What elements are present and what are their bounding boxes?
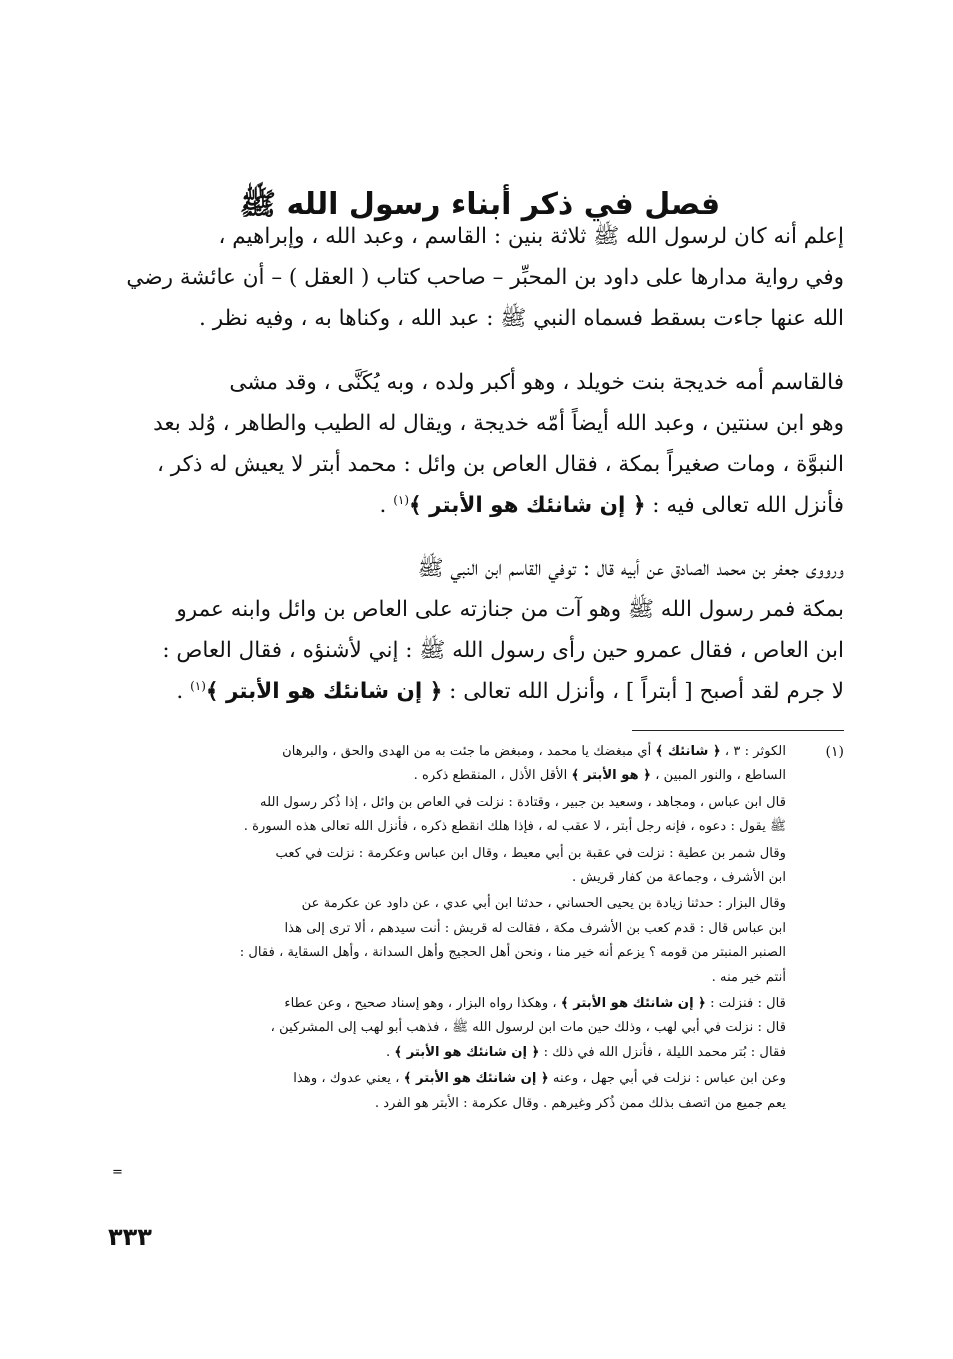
footnote-line [118, 966, 786, 990]
paragraph-3 [118, 548, 844, 712]
footnote-text: فقال : بُتر محمد الليلة ، فأنزل الله في ذلك : [539, 1044, 786, 1060]
footnote-text: . [385, 1044, 395, 1060]
footnote-line [118, 740, 786, 764]
text-line [118, 671, 844, 712]
footnote-text: الصنبر المنبتر من قومه ؟ يزعم أنه خير منا ، ونحن أهل الحجيج وأهل السدانة ، وأهل السقاية ، فقال : [239, 945, 786, 961]
footnote-line [118, 941, 786, 965]
footnote-text: يعم جميع من اتصف بذلك ممن ذُكر وغيرهم . وقال عكرمة : الأبتر هو الفرد . [374, 1095, 786, 1111]
footnote-text: أنتم خير منه . [711, 969, 786, 985]
footnote-text: الأقل الأذل ، المنقطع ذكره . [413, 768, 572, 784]
text-line: فالقاسم أمه خديجة بنت خويلد ، وهو أكبر ولده ، وبه يُكَنَّى ، وقد مشى [229, 370, 844, 395]
footnote-line [118, 992, 786, 1016]
footnote-text: الساطع ، والنور المبين ، [651, 768, 786, 784]
footnote-line [118, 764, 786, 788]
paragraph-2 [118, 362, 844, 526]
footnote-text: وعن ابن عباس : نزلت في أبي جهل ، وعنه [548, 1071, 786, 1087]
line-text: لا جرم لقد أصبح [ أبتراً ] ، وأنزل الله تعالى : [442, 679, 844, 704]
footnote-text: ، يعني عدوك ، وهذا [293, 1071, 404, 1087]
footnote-quran-quote: ﴿ إن شانئك هو الأبتر ﴾ [560, 996, 706, 1012]
footnote-number: (١) [825, 744, 844, 760]
footnote-line [118, 791, 786, 815]
continuation-mark: = [112, 1165, 123, 1180]
footnote-ref: (١) [190, 678, 206, 693]
footnote-text: وقال شمر بن عطية : نزلت في عقبة بن أبي معيط ، وقال ابن عباس وعكرمة : نزلت في كعب [275, 845, 786, 861]
text-line: النبوَّة ، ومات صغيراً بمكة ، فقال العاص بن وائل : محمد أبتر لا يعيش له ذكر ، [157, 452, 844, 477]
footnote-ref: (١) [393, 492, 410, 507]
footnote-line [118, 815, 786, 839]
footnote-line [118, 842, 786, 866]
text-line: وفي رواية مدارها على داود بن المحبِّر – صاحب كتاب ( العقل ) – أن عائشة رضي [126, 265, 844, 290]
footnote-divider [632, 730, 844, 731]
footnote-quran-quote: ﴿ شانئك ﴾ [655, 744, 721, 759]
line-end: . [379, 493, 394, 518]
footnotes [118, 740, 786, 1116]
footnote-line [118, 917, 786, 941]
footnote-line [118, 1041, 786, 1065]
text-line: إعلم أنه كان لرسول الله ﷺ ثلاثة بنين : القاسم ، وعبد الله ، وإبراهيم ، [218, 224, 844, 249]
footnote-text: وقال البزار : حدثنا زيادة بن يحيى الحساني ، حدثنا ابن أبي عدي ، عن داود عن عكرمة عن [301, 896, 786, 912]
footnote-text: الكوثر : ٣ ، [720, 744, 786, 759]
footnote-text: ابن الأشرف ، وجماعة من كفار قريش . [572, 870, 786, 886]
footnote-text: قال : نزلت في أبي لهب ، وذلك حين مات ابن لرسول الله ﷺ ، فذهب أبو لهب إلى المشركين ، [270, 1020, 786, 1036]
line-end: . [176, 679, 191, 704]
text-line [118, 485, 844, 526]
page-number: ٣٣٣ [108, 1223, 152, 1251]
footnote-text: ﷺ يقول : دعوه ، فإنه رجل أبتر ، لا عقب له ، فإذا هلك انقطع ذكره ، فأنزل الله تعالى هذه السورة . [243, 819, 786, 835]
footnote-text: قال ابن عباس ، ومجاهد ، وسعيد بن جبير ، وقتادة : نزلت في العاص بن وائل ، إذا ذُكر رسول الله [260, 794, 786, 810]
footnote-line [118, 892, 786, 916]
footnote-quran-quote: ﴿ إن شانئك هو الأبتر ﴾ [403, 1071, 549, 1087]
section-title: فصل في ذكر أبناء رسول الله ﷺ [239, 187, 721, 223]
footnote-quran-quote: ﴿ هو الأبتر ﴾ [571, 768, 652, 784]
footnote-line [118, 1092, 786, 1116]
line-text: فأنزل الله تعالى فيه : [645, 493, 844, 518]
paragraph-1 [118, 216, 844, 339]
footnote-text: ابن عباس قال : قدم كعب بن الأشرف مكة ، فقالت له قريش : أنت سيدهم ، ألا ترى إلى هذا [284, 920, 786, 936]
footnote-text: ، وهكذا رواه البزار ، وهو إسناد صحيح ، وعن عطاء [284, 996, 561, 1012]
text-line: وهو ابن سنتين ، وعبد الله أيضاً أمّه خديجة ، ويقال له الطيب والطاهر ، وُلد بعد [153, 411, 844, 436]
footnote-line [118, 866, 786, 890]
text-line: الله عنها جاءت بسقط فسماه النبي ﷺ : عبد الله ، وكناها به ، وفيه نظر . [199, 306, 844, 331]
footnote-text: قال : فنزلت : [705, 996, 786, 1012]
footnote-line [118, 1067, 786, 1091]
text-line: ورووى جعفر بن محمد الصادق عن أبيه قال : توفي القاسم ابن النبي ﷺ [417, 556, 844, 581]
footnote-quran-quote: ﴿ إن شانئك هو الأبتر ﴾ [394, 1044, 540, 1060]
footnote-line [118, 1016, 786, 1040]
text-line: ابن العاص ، فقال عمرو حين رأى رسول الله ﷺ : إني لأشنؤه ، فقال العاص : [162, 638, 844, 663]
text-line: بمكة فمر رسول الله ﷺ وهو آت من جنازته على العاص بن وائل وابنه عمرو [176, 597, 844, 622]
quran-quote: ﴿ إن شانئك هو الأبتر ﴾ [409, 493, 646, 518]
quran-quote: ﴿ إن شانئك هو الأبتر ﴾ [205, 679, 443, 704]
footnote-text: أي مبغضك يا محمد ، ومبغض ما جئت به من الهدى والحق ، والبرهان [282, 744, 656, 759]
